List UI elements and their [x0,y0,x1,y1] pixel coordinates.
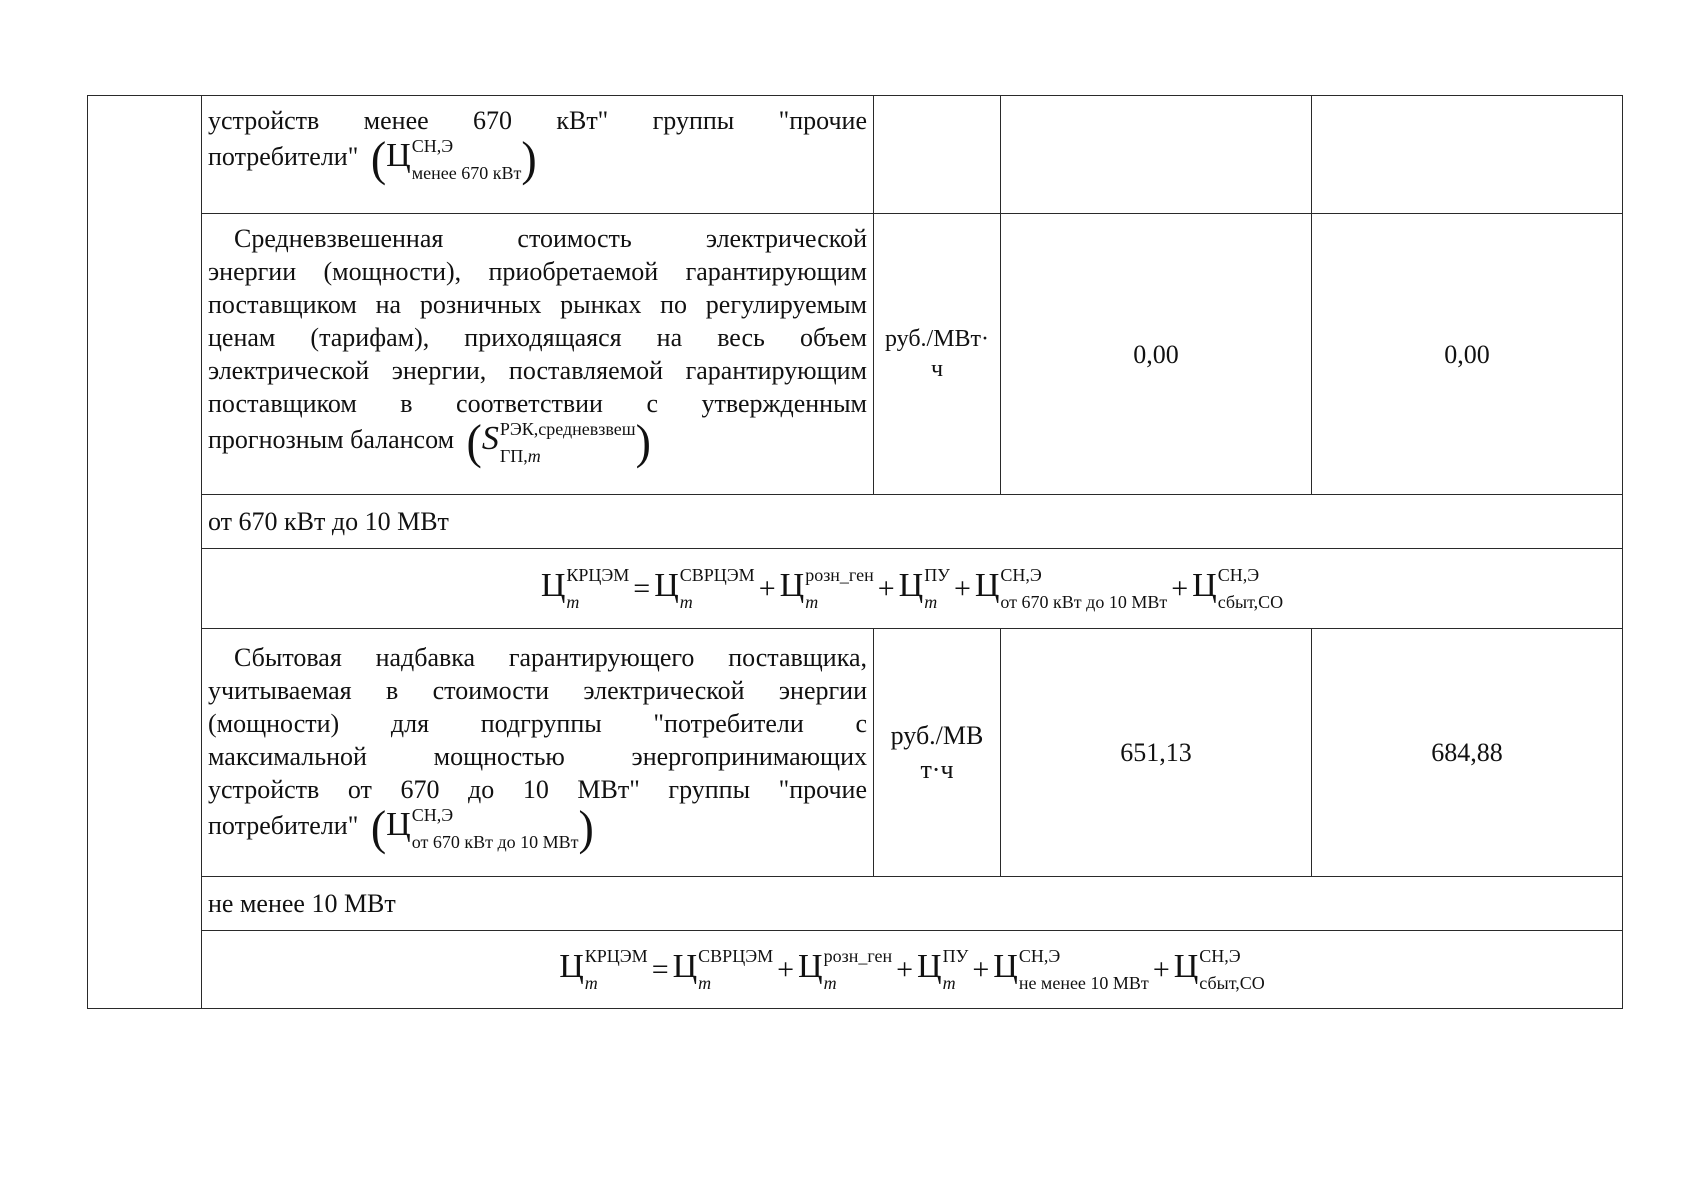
description-text: потребители" [208,141,359,171]
value-cell: 0,00 [1001,214,1312,495]
value-cell [1312,96,1623,214]
description-text: потребители" [208,810,359,840]
formula-symbol: ( Ц СН,Э от 670 кВт до 10 МВт ) [370,800,594,855]
formula-symbol: ( S РЭК,средневзвеш ГП,m ) [466,414,651,469]
table-row [88,629,1623,877]
formula: Ц КРЦЭМ m = Ц СВРЦЭМ m + Ц розн_ген m + Ц ПУ m + Ц СН,Э от 670 кВт до 10 МВт + Ц СН,Э сбыт,СО [540,565,1284,613]
description-line: энергии (мощности), приобретаемой гарантирующим [208,257,867,286]
description-line: устройств от 670 до 10 МВт" группы "прочие [208,775,867,804]
formula-cell [202,549,1623,629]
group-heading: от 670 кВт до 10 МВт [202,495,1623,549]
table-row [88,931,1623,1009]
tariff-table [87,95,1623,1009]
description-line: ценам (тарифам), приходящаяся на весь объем [208,323,867,352]
unit-label: руб./МВт· [884,326,990,352]
table-row [88,549,1623,629]
unit-cell [874,629,1001,877]
table-row [88,495,1623,549]
unit-label: ч [930,356,944,382]
description-text: прогнозным балансом [208,424,455,454]
table-row [88,877,1623,931]
description-line: Сбытовая надбавка гарантирующего поставщика, [234,643,867,672]
unit-cell [874,214,1001,495]
description-cell [202,214,874,495]
word: 670 [473,106,512,135]
description-cell [202,629,874,877]
description-line [208,414,867,469]
value-cell [1001,96,1312,214]
value-cell: 651,13 [1001,629,1312,877]
description-cell [202,96,874,214]
index-column-cell [88,96,202,1009]
unit-cell [874,96,1001,214]
unit-label: руб./МВ [890,720,984,750]
word: устройств [208,106,320,135]
table-row [88,96,1623,214]
description-line: учитываемая в стоимости электрической энергии [208,676,867,705]
word: группы [652,106,735,135]
table-row [88,214,1623,495]
word: менее [363,106,429,135]
formula-symbol: ( Ц СН,Э менее 670 кВт ) [370,131,537,186]
word: "прочие [778,106,867,135]
description-line [208,104,867,137]
description-line: поставщиком на розничных рынках по регулируемым [208,290,867,319]
unit-label: т·ч [920,754,954,784]
description-line: электрической энергии, поставляемой гарантирующим [208,356,867,385]
formula-cell [202,931,1623,1009]
group-heading: не менее 10 МВт [202,877,1623,931]
description-line: Средневзвешенная стоимость электрической [234,224,867,253]
description-line [208,131,867,186]
formula: Ц КРЦЭМ m = Ц СВРЦЭМ m + Ц розн_ген m + Ц ПУ m + Ц СН,Э не менее 10 МВт + Ц СН,Э сбыт,СО [559,946,1265,994]
description-line: поставщиком в соответствии с утвержденным [208,389,867,418]
description-line [208,800,867,855]
word: кВт" [556,106,609,135]
value-cell: 0,00 [1312,214,1623,495]
description-line: максимальной мощностью энергопринимающих [208,742,867,771]
description-line: (мощности) для подгруппы "потребители с [208,709,867,738]
value-cell: 684,88 [1312,629,1623,877]
